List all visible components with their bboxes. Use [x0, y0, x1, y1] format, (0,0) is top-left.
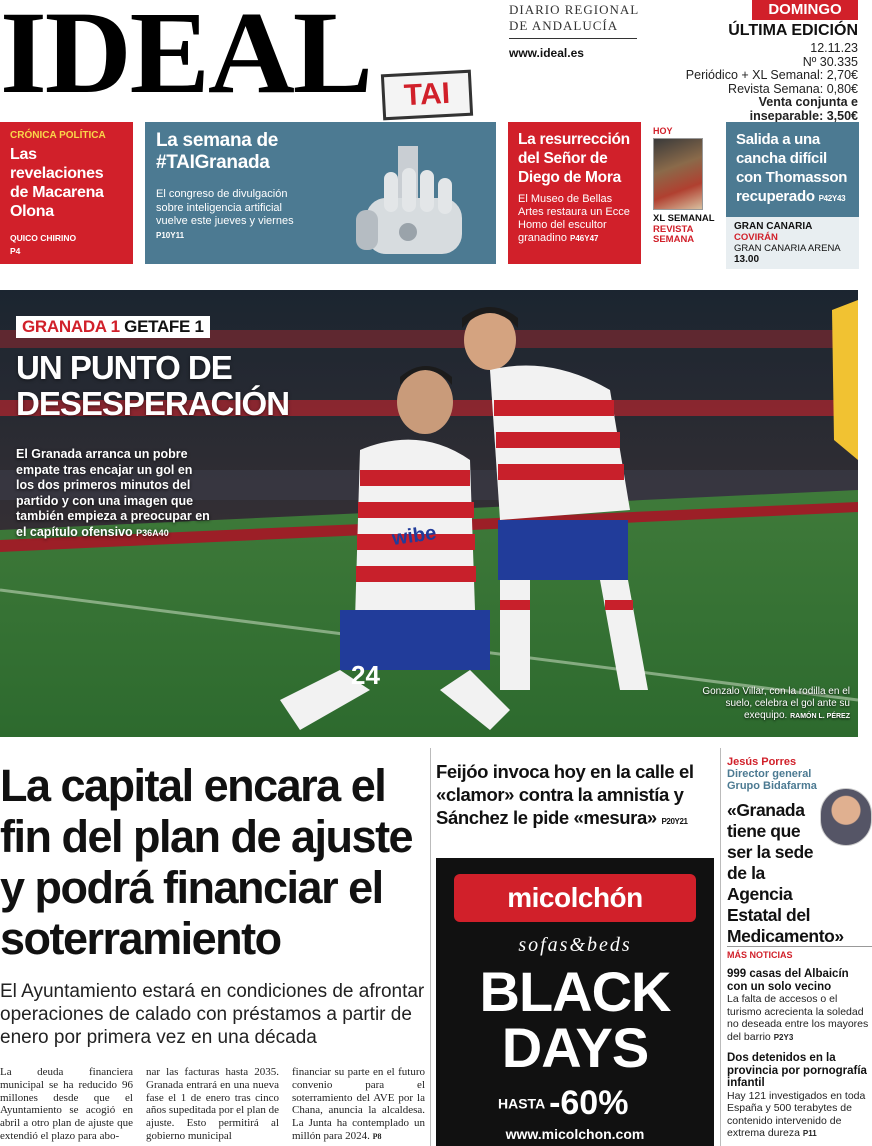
teaser-kicker: CRÓNICA POLÍTICA: [10, 130, 106, 141]
ad-subbrand: sofas&beds: [518, 934, 632, 956]
price-line: inseparable: 3,50€: [749, 108, 858, 123]
body-column: [292, 1066, 425, 1144]
teaser-headline-text: Salida a una cancha difícil con Thomasson recuperado: [736, 131, 848, 205]
teaser-headline[interactable]: Las revelaciones de Macarena Olona: [10, 146, 104, 220]
body-column: La deuda financiera municipal se ha reducido 96 millones desde que el Ayuntamiento se acogió en abril a otro plan de ajuste que extendió el plazo para abo-: [0, 1066, 133, 1142]
ad-brand: micolchón: [454, 874, 696, 922]
photo-caption: [700, 686, 850, 723]
score-label: [16, 316, 210, 338]
more-news-label: MÁS NOTICIAS: [727, 946, 872, 960]
teaser-resurreccion[interactable]: [508, 122, 641, 264]
column-divider: [430, 748, 431, 1146]
hero-body-text: El Granada arranca un pobre empate tras encajar un gol en los dos primeros minutos del partido y con una imagen que también empieza a preocupar en el capítulo ofensivo: [16, 447, 210, 539]
score-home: GRANADA 1: [22, 317, 120, 336]
ad-headline-line-1: BLACK: [479, 960, 671, 1023]
price-line: Revista Semana: 0,80€: [728, 81, 858, 96]
ad-discount-value: -60%: [549, 1084, 629, 1122]
issue-date: 12.11.23: [810, 41, 858, 55]
teaser-body: [518, 193, 631, 245]
brief-body-text: Hay 121 investigados en toda España y 500 terabytes de contenido intervenido de extrema dureza: [727, 1089, 866, 1139]
brief-body: [727, 1090, 872, 1141]
news-brief[interactable]: [727, 968, 872, 1044]
caption-text: Gonzalo Villar, con la rodilla en el suelo, celebra el gol ante su exequipo.: [702, 686, 850, 721]
xl-semanal-label: XL SEMANAL: [653, 213, 715, 224]
teaser-headline[interactable]: La semana de #TAIGranada: [156, 130, 279, 173]
second-headline-text: Feijóo invoca hoy en la calle el «clamor» contra la amnistía y Sánchez le pide «mesura»: [436, 761, 694, 828]
tagline: [509, 2, 639, 34]
teaser-sport[interactable]: [726, 122, 859, 264]
teaser-page: P46Y47: [570, 234, 599, 243]
match-sponsor: COVIRÁN: [734, 232, 778, 243]
magazine-cover-image[interactable]: [653, 138, 703, 210]
hero-photo[interactable]: [0, 290, 858, 737]
ad-headline: [436, 960, 714, 1079]
interview-quote[interactable]: «Granada tiene que ser la sede de la Agencia Estatal del Medicamento»: [727, 800, 844, 946]
teaser-tai[interactable]: [145, 122, 496, 264]
day-badge: DOMINGO: [752, 0, 858, 20]
teaser-page: P10Y11: [156, 230, 185, 240]
teaser-body-text: El congreso de divulgación sobre inteligencia artificial vuelve este jueves y viernes: [156, 188, 294, 227]
revista-semana-label: REVISTA SEMANA: [653, 223, 695, 245]
interviewee-name: Jesús Porres: [727, 756, 797, 768]
photo-credit: RAMÓN L. PÉREZ: [790, 713, 850, 720]
newspaper-logo[interactable]: IDEAL: [0, 0, 372, 118]
ad-discount: [498, 1084, 628, 1123]
teaser-body: [156, 188, 316, 242]
hero-headline-line-1: UN PUNTO DE: [16, 349, 232, 386]
magazine-hoy-label: HOY: [653, 126, 673, 136]
body-column: nar las facturas hasta 2035. Granada entrará en una nueva fase el 1 de enero tras cinco años supeditada por el plan de ajuste. Esto permitirá al gobierno municipal: [146, 1066, 279, 1142]
column-divider: [720, 748, 721, 1146]
brief-page: P2Y3: [773, 1032, 794, 1042]
main-headline[interactable]: La capital encara el fin del plan de ajuste y podrá financiar el soterramiento: [0, 760, 413, 964]
hero-page: P36A40: [136, 527, 169, 538]
jersey-number: 24: [351, 660, 380, 690]
body-page: P8: [372, 1131, 382, 1141]
main-subhead: El Ayuntamiento estará en condiciones de afrontar operaciones de calado con préstamos a partir de enero por primera vez en una década: [0, 981, 425, 1048]
brief-body-text: La falta de accesos o el turismo acrecienta la soledad no deseada entre los mayores del barrio: [727, 993, 869, 1043]
more-news: [727, 946, 872, 1141]
teaser-page: P42Y43: [818, 194, 846, 203]
tai-badge: TAI: [381, 70, 473, 121]
second-page: P20Y21: [661, 817, 688, 826]
edition-label: ÚLTIMA EDICIÓN: [728, 22, 858, 39]
tagline-divider: [509, 38, 637, 39]
teaser-author: QUICO CHIRINO: [10, 233, 77, 243]
brief-body: [727, 993, 872, 1044]
teaser-headline[interactable]: [736, 130, 849, 208]
hero-headline[interactable]: [16, 350, 289, 422]
ad-headline-line-2: DAYS: [501, 1016, 649, 1079]
price-line: Periódico + XL Semanal: 2,70€: [685, 68, 858, 82]
teaser-page: P4: [10, 246, 21, 256]
match-venue: GRAN CANARIA ARENA: [734, 243, 841, 254]
ad-url[interactable]: www.micolchon.com: [505, 1126, 645, 1142]
brief-headline[interactable]: 999 casas del Albaicín con un solo vecino: [727, 968, 849, 993]
match-time: 13.00: [734, 254, 760, 265]
robot-hand-icon: [338, 146, 488, 264]
interviewee-role: Director general Grupo Bidafarma: [727, 768, 817, 792]
avatar: [820, 788, 872, 846]
tagline-line-1: DIARIO REGIONAL: [509, 2, 640, 17]
tagline-line-2: DE ANDALUCÍA: [509, 18, 619, 33]
teaser-headline[interactable]: La resurrección del Señor de Diego de Mora: [518, 131, 630, 186]
hero-body: [16, 447, 211, 541]
interviewee: [727, 756, 837, 792]
issue-info: [686, 42, 858, 123]
news-brief[interactable]: [727, 1052, 872, 1141]
match-info: [726, 217, 859, 269]
teaser-cronica[interactable]: [0, 122, 133, 264]
brief-headline[interactable]: Dos detenidos en la provincia por pornografía infantil: [727, 1052, 867, 1089]
match-team: GRAN CANARIA: [734, 221, 813, 232]
brief-page: P11: [802, 1129, 817, 1138]
ad-hasta: HASTA: [498, 1095, 546, 1112]
hero-headline-line-2: DESESPERACIÓN: [16, 385, 290, 422]
body-column-text: financiar su parte en el futuro convenio para el soterramiento del AVE por la Chana, anuncia la alcaldesa. La Junta ha contemplado un millón para 2024.: [292, 1066, 425, 1142]
website-link[interactable]: www.ideal.es: [509, 46, 584, 60]
second-headline[interactable]: [436, 760, 716, 833]
issue-number: Nº 30.335: [802, 54, 858, 69]
score-away: GETAFE 1: [124, 317, 204, 336]
jersey-sponsor: wibe: [390, 522, 438, 550]
magazine-labels: [653, 214, 719, 246]
teaser-body-text: El Museo de Bellas Artes restaura un Ecce Homo del escultor granadino: [518, 193, 630, 244]
teaser-magazine[interactable]: [651, 122, 721, 264]
price-line: Venta conjunta e: [758, 95, 858, 109]
interview-block[interactable]: [727, 756, 872, 947]
advertisement[interactable]: [436, 858, 714, 1146]
